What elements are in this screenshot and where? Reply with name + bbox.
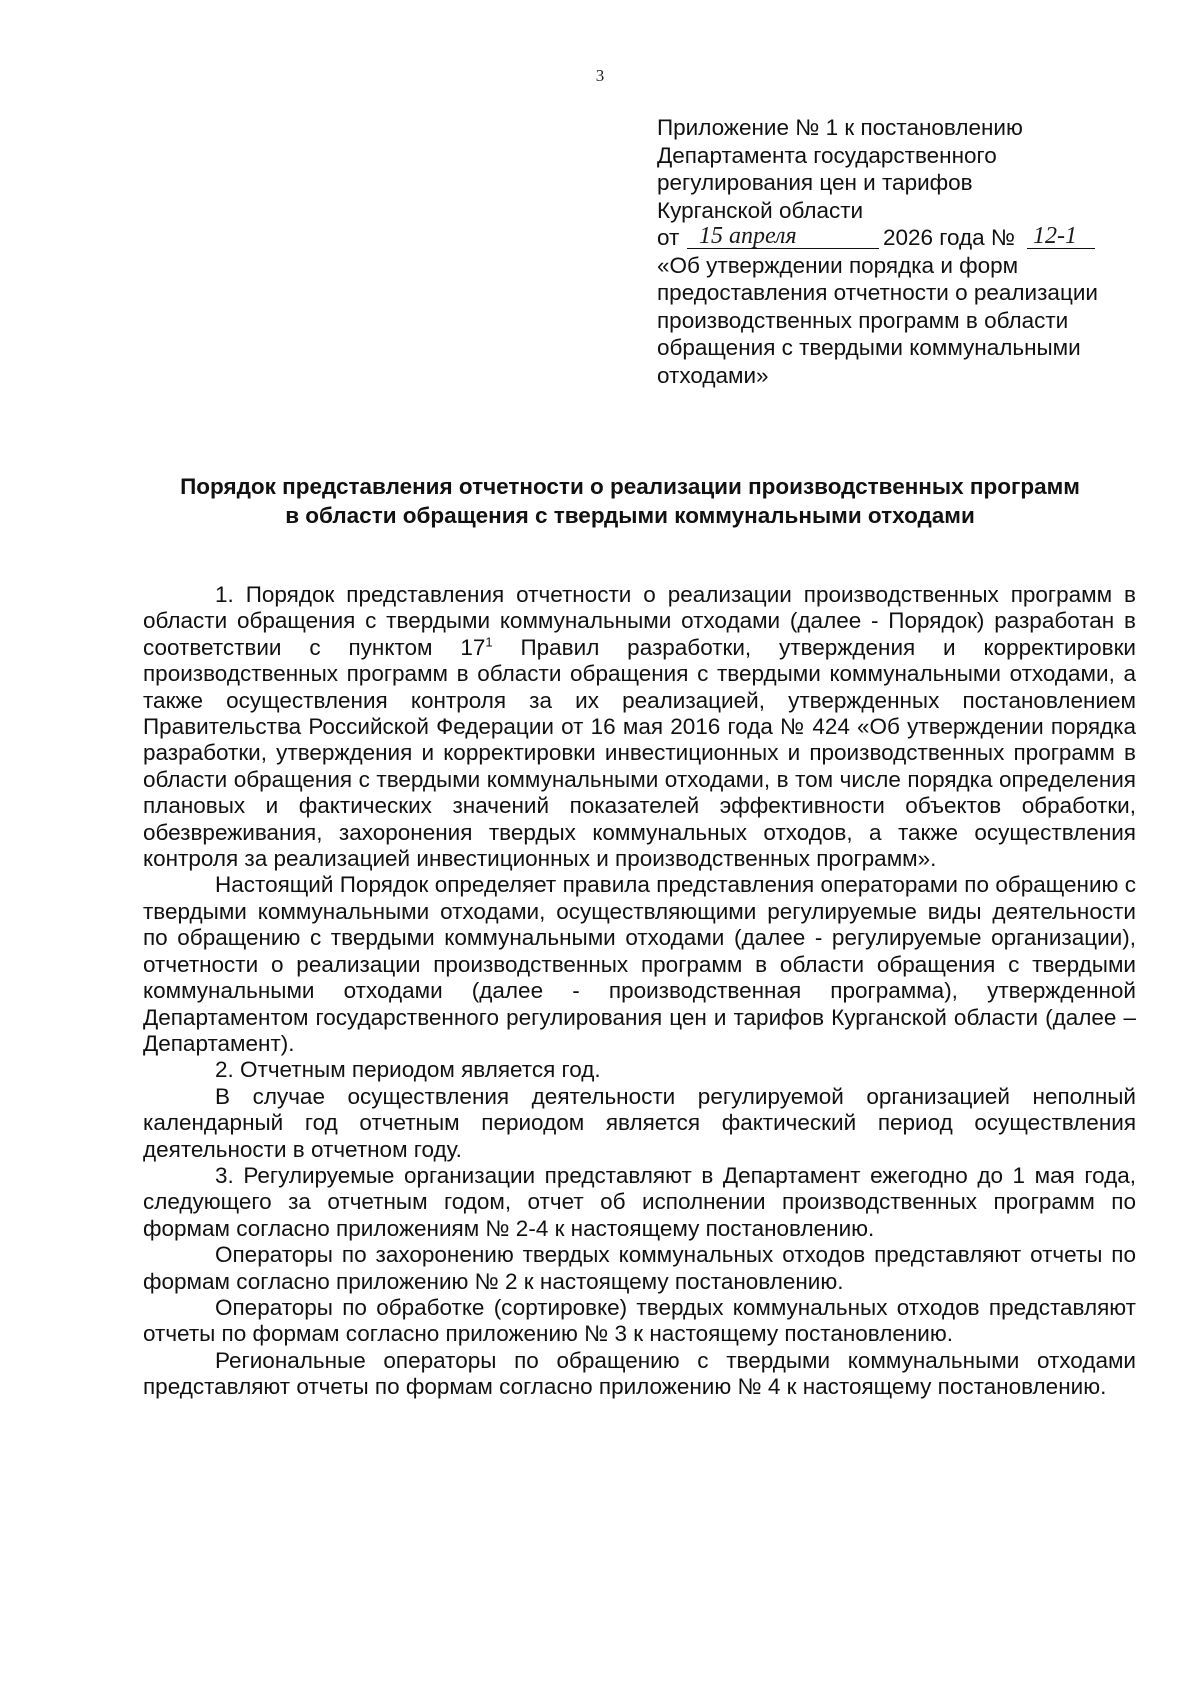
number-handwritten-field [1027, 224, 1095, 249]
page-number: 3 [595, 66, 605, 85]
number-handwritten: 12-1 [1033, 223, 1077, 249]
title-line-2: в области обращения с твердыми коммунальными отходами [285, 503, 975, 528]
paragraph-3: 2. Отчетным периодом является год. [215, 1057, 601, 1083]
paragraph-4: В случае осуществления деятельности регулируемой организацией неполный календарный год отчетным периодом является фактический период осуществления деятельности в отчетном году. [143, 1083, 1136, 1162]
annex-subject-line: отходами» [657, 362, 769, 388]
paragraph-5: 3. Регулируемые организации представляют в Департамент ежегодно до 1 мая года, следующего за отчетным годом, отчет об исполнении производственных программ по формам согласно приложениям № 2-4 к настоящему постановлению. [143, 1162, 1136, 1241]
date-handwritten-field [687, 224, 879, 249]
paragraph-6: Операторы по захоронению твердых коммунальных отходов представляют отчеты по формам согласно приложению № 2 к настоящему постановлению. [143, 1242, 1136, 1294]
paragraph-7: Операторы по обработке (сортировке) твердых коммунальных отходов представляют отчеты по формам согласно приложению № 3 к настоящему постановлению. [143, 1294, 1136, 1347]
paragraph-1 [143, 582, 1136, 872]
footnote-superscript: 1 [485, 634, 493, 650]
annex-header [657, 114, 1157, 389]
annex-line: Департамента государственного [657, 142, 997, 168]
annex-subject-line: обращения с твердыми коммунальными [657, 335, 1081, 360]
annex-subject-line: производственных программ в области [657, 307, 1069, 333]
annex-subject-line: «Об утверждении порядка и форм [657, 252, 1019, 278]
year-text: 2026 года № [883, 225, 1016, 250]
date-handwritten: 15 апреля [699, 223, 797, 249]
paragraph-8: Региональные операторы по обращению с твердыми коммунальными отходами представляют отчеты по формам согласно приложению № 4 к настоящему постановлению. [143, 1347, 1136, 1400]
annex-line: Курганской области [657, 197, 864, 223]
document-title [130, 472, 1130, 530]
annex-subject-line: предоставления отчетности о реализации [657, 280, 1098, 305]
paragraph-1-part-a: 1. Порядок представления отчетности о реализации производственных программ в области обращения с твердыми коммунальными отходами (далее - Порядок) разработан в соответствии с пунктом 17 [143, 582, 1136, 660]
annex-line: регулирования цен и тарифов [657, 170, 973, 195]
title-line-1: Порядок представления отчетности о реализации производственных программ [180, 474, 1080, 499]
document-body [143, 582, 1136, 1401]
annex-line: Приложение № 1 к постановлению [657, 115, 1023, 140]
annex-date-line [657, 224, 1157, 252]
paragraph-1-part-b: Правил разработки, утверждения и корректировки производственных программ в области обращения с твердыми коммунальными отходами, а также осуществления контроля за их реализацией, утвержденных постановлением Правительства Российской Федерации от 16 мая 2016 года № 424 «Об утверждении порядка разработки, утверждения и корректировки инвестиционных и производственных программ в области обращения с твердыми коммунальными отходами, в том числе порядка определения плановых и фактических значений показателей эффективности объектов обработки, обезвреживания, захоронения твердых коммунальных отходов, а также осуществления контроля за реализацией инвестиционных и производственных программ». [143, 634, 1136, 872]
paragraph-2: Настоящий Порядок определяет правила представления операторами по обращению с твердыми коммунальными отходами, осуществляющими регулируемые виды деятельности по обращению с твердыми коммунальными отходами (далее - регулируемые организации), отчетности о реализации производственных программ в области обращения с твердыми коммунальными отходами (далее - производственная программа), утвержденной Департаментом государственного регулирования цен и тарифов Курганской области (далее – Департамент). [143, 872, 1136, 1056]
date-prefix: от [657, 225, 680, 250]
